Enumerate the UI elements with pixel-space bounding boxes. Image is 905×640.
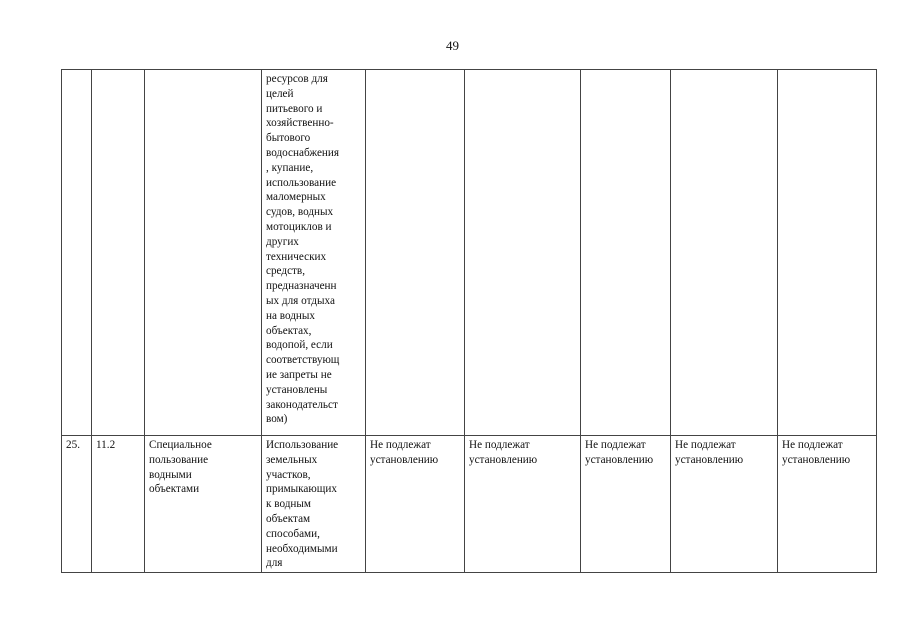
row-number-cell: 25. [62,436,92,573]
name-cell [145,70,262,436]
value-cell: Не подлежат установлению [465,436,581,573]
value-cell [366,70,465,436]
code-cell: 11.2 [92,436,145,573]
value-cell [778,70,877,436]
description-cell: Использование земельных участков, примыкающих к водным объектам способами, необходимыми для [262,436,366,573]
page-number: 49 [446,38,459,53]
name-cell: Специальное пользование водными объектами [145,436,262,573]
description-cell: ресурсов для целей питьевого и хозяйственно- бытового водоснабжения , купание, использование маломерных судов, водных мотоциклов и других технических средств, предназначенн ых для отдыха на водных объектах, водопой, если соответствующ ие запреты не установлены законодательст вом) [262,70,366,436]
code-cell [92,70,145,436]
value-cell [465,70,581,436]
value-cell: Не подлежат установлению [581,436,671,573]
value-cell: Не подлежат установлению [671,436,778,573]
table-row [62,436,877,573]
row-number-cell [62,70,92,436]
value-cell: Не подлежат установлению [366,436,465,573]
value-cell [671,70,778,436]
table-row [62,70,877,436]
value-cell [581,70,671,436]
value-cell: Не подлежат установлению [778,436,877,573]
regulations-table [61,69,877,573]
